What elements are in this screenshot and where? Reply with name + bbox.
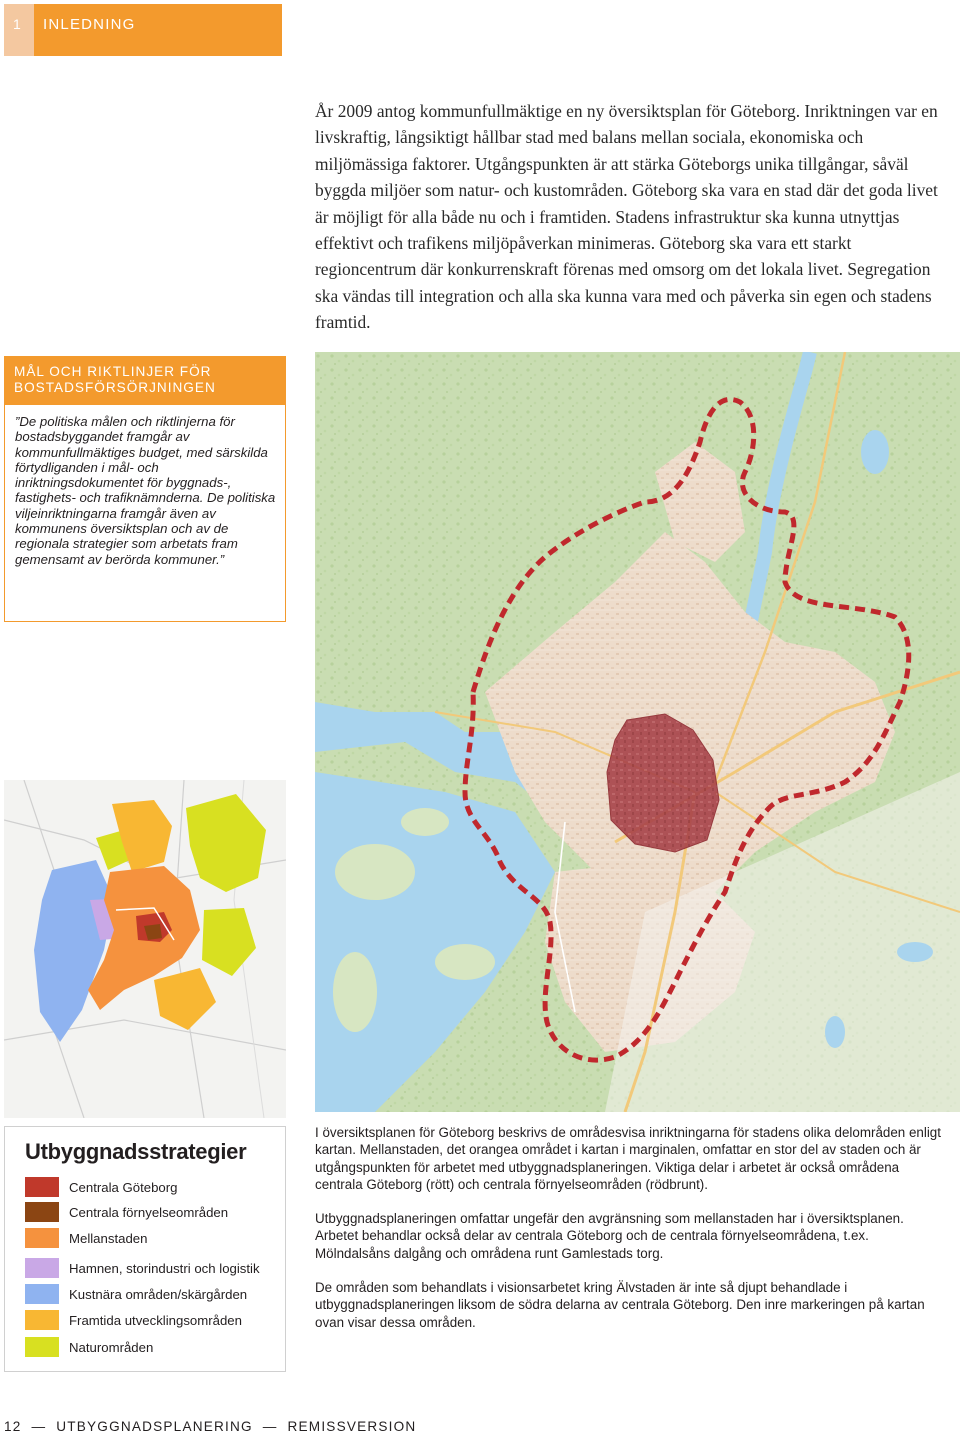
main-map xyxy=(315,352,960,1112)
sidebar-quote: ”De politiska målen och riktlinjerna för bostadsbyggandet framgår av kommunfullmäktiges budget, med särskilda förtydliganden i mål- och inriktningsdokumentet för byggnads-, fastighets- och trafiknämnderna. De politiska viljeinriktningarna framgår även av kommunens översiktsplan och av de regionala strategier som arbetats fram gemensamt av berörda kommuner.” xyxy=(15,414,276,567)
intro-paragraph: År 2009 antog kommunfullmäktige en ny översiktsplan för Göteborg. Inriktningen var en livskraftig, långsiktigt hållbar stad med balans mellan sociala, ekonomiska och miljömässiga faktorer. Utgångspunkten är att stärka Göteborgs unika tillgångar, såväl byggda miljöer som natur- och kustområden. Göteborg ska vara en stad där det goda livet är möjligt för alla både nu och i framtiden. Stadens infrastruktur ska kunna utnyttjas effektivt och trafikens miljöpåverkan minimeras. Göteborg ska vara ett starkt regioncentrum där konkurrenskraft förenas med omsorg om det lokala livet. Segregation ska vändas till integration och alla ska kunna vara med och påverka sin egen och stadens framtid. xyxy=(315,101,938,333)
caption-paragraph-2: Utbyggnadsplaneringen omfattar ungefär den avgränsning som mellanstaden har i översiktsplanen. Arbetet behandlar också delar av centrala Göteborg och de centrala förnyelseområdena, t.ex. Mölndalsåns dalgång och områdena runt Gamlestads torg. xyxy=(315,1211,904,1261)
legend-item-centrala xyxy=(25,1177,178,1197)
legend-item-mellanstaden xyxy=(25,1228,147,1248)
legend-box xyxy=(4,1126,286,1372)
legend-label: Framtida utvecklingsområden xyxy=(69,1312,242,1328)
legend-swatch xyxy=(25,1284,59,1304)
sidebar-heading xyxy=(5,357,285,405)
island xyxy=(401,808,449,836)
chapter-tab xyxy=(4,4,282,56)
legend-label: Mellanstaden xyxy=(69,1230,148,1246)
sidebar-heading-line2: BOSTADSFÖRSÖRJNINGEN xyxy=(14,380,216,395)
legend-swatch xyxy=(25,1258,59,1278)
legend-label: Kustnära områden/skärgården xyxy=(69,1286,248,1302)
caption-paragraph-1: I översiktsplanen för Göteborg beskrivs de områdesvisa inriktningarna för stadens olika delområden enligt kartan. Mellanstaden, det orangea området i kartan i marginalen, omfattar en stor del av staden och är utgångspunkten för arbetet med utbyggnadsplaneringen. Viktiga delar i arbetet är också områdena centrala Göteborg (rött) och centrala förnyelseområden (rödbrunt). xyxy=(315,1125,941,1192)
legend-item-kust xyxy=(25,1284,247,1304)
footer-version: REMISSVERSION xyxy=(287,1419,417,1434)
legend-title: Utbyggnadsstrategier xyxy=(25,1139,247,1164)
overview-map-graphic xyxy=(4,780,286,1118)
chapter-title: INLEDNING xyxy=(34,4,282,56)
legend-label: Centrala Göteborg xyxy=(69,1179,178,1195)
chapter-number: 1 xyxy=(4,4,34,56)
legend-item-fornyelse xyxy=(25,1202,228,1222)
legend-swatch xyxy=(25,1228,59,1248)
island xyxy=(435,944,495,980)
legend-item-hamnen xyxy=(25,1258,260,1278)
lake xyxy=(825,1016,845,1048)
lake xyxy=(861,430,889,474)
footer-separator: — xyxy=(26,1419,52,1434)
footer-separator: — xyxy=(257,1419,283,1434)
legend-label: Hamnen, storindustri och logistik xyxy=(69,1260,260,1276)
legend-swatch xyxy=(25,1337,59,1357)
legend-swatch xyxy=(25,1310,59,1330)
legend-label: Centrala förnyelseområden xyxy=(69,1204,229,1220)
caption-paragraph-3: De områden som behandlats i visionsarbetet kring Älvstaden är inte så djupt behandlade i utbyggnadsplaneringen liksom de södra delarna av centrala Göteborg. Den inre markeringen på kartan ovan visar dessa områden. xyxy=(315,1280,925,1330)
island xyxy=(335,844,415,900)
legend-item-framtida xyxy=(25,1310,242,1330)
sidebar-box xyxy=(4,356,286,622)
footer-title: UTBYGGNADSPLANERING xyxy=(56,1419,253,1434)
lake xyxy=(897,942,933,962)
legend-swatch xyxy=(25,1177,59,1197)
page-footer xyxy=(4,1419,416,1434)
page-number: 12 xyxy=(4,1419,22,1434)
main-map-graphic xyxy=(315,352,960,1112)
overview-map xyxy=(4,780,286,1118)
island xyxy=(333,952,377,1032)
sidebar-heading-line1: MÅL OCH RIKTLINJER FÖR xyxy=(14,364,212,379)
legend-swatch xyxy=(25,1202,59,1222)
map-caption xyxy=(315,1124,945,1348)
legend-label: Naturområden xyxy=(69,1339,154,1355)
legend-item-natur xyxy=(25,1337,153,1357)
